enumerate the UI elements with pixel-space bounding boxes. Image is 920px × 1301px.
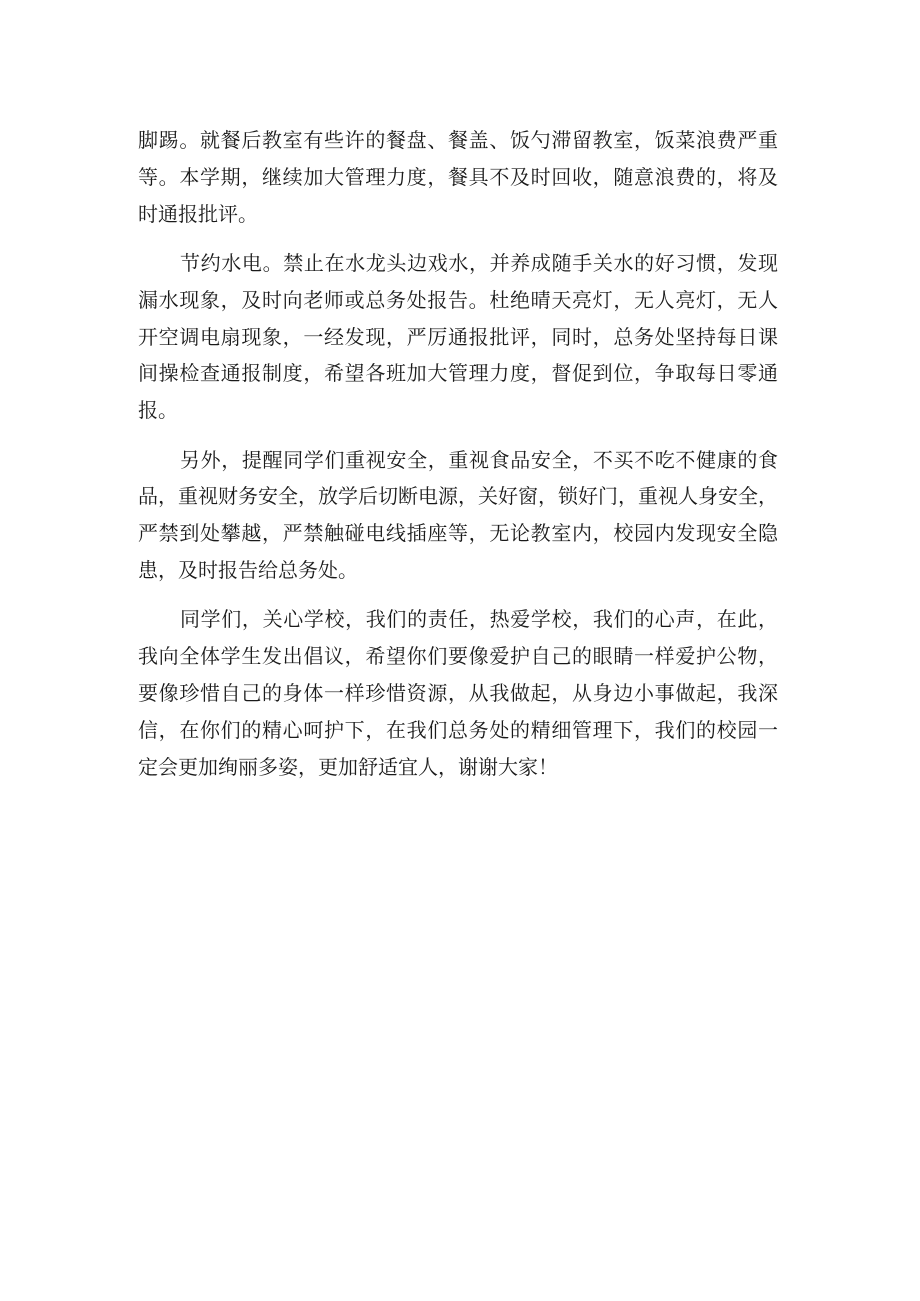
text-line: 同学们，关心学校，我们的责任，热爱学校，我们的心声，在此， [180, 607, 778, 632]
text-line: 时通报批评。 [138, 201, 258, 226]
text-line: 等。本学期，继续加大管理力度，餐具不及时回收，随意浪费的，将及 [138, 164, 778, 189]
text-line: 严禁到处攀越，严禁触碰电线插座等，无论教室内，校园内发现安全隐 [138, 521, 778, 546]
text-line: 患，及时报告给总务处。 [138, 557, 358, 582]
text-line: 品，重视财务安全，放学后切断电源，关好窗，锁好门，重视人身安全， [138, 484, 778, 509]
text-line: 我向全体学生发出倡议，希望你们要像爱护自己的眼睛一样爱护公物， [138, 644, 778, 669]
text-line: 报。 [138, 398, 178, 423]
text-line: 另外，提醒同学们重视安全，重视食品安全，不买不吃不健康的食 [180, 447, 778, 472]
paragraph-closing-appeal [138, 601, 778, 785]
text-line: 开空调电扇现象，一经发现，严厉通报批评，同时，总务处坚持每日课 [138, 324, 778, 349]
text-line: 要像珍惜自己的身体一样珍惜资源，从我做起，从身边小事做起，我深 [138, 680, 778, 705]
text-line: 间操检查通报制度，希望各班加大管理力度，督促到位，争取每日零通 [138, 361, 778, 386]
text-line: 漏水现象，及时向老师或总务处报告。杜绝晴天亮灯，无人亮灯，无人 [138, 287, 778, 312]
text-line: 节约水电。禁止在水龙头边戏水，并养成随手关水的好习惯，发现 [180, 250, 778, 275]
text-line: 脚踢。就餐后教室有些许的餐盘、餐盖、饭勺滞留教室，饭菜浪费严重 [138, 128, 778, 152]
paragraph-dining [138, 122, 778, 232]
document-body [138, 122, 778, 785]
text-line: 信，在你们的精心呵护下，在我们总务处的精细管理下，我们的校园一 [138, 717, 778, 742]
paragraph-safety [138, 442, 778, 589]
text-line: 定会更加绚丽多姿，更加舒适宜人，谢谢大家！ [138, 754, 558, 779]
paragraph-save-water-electricity [138, 245, 778, 429]
